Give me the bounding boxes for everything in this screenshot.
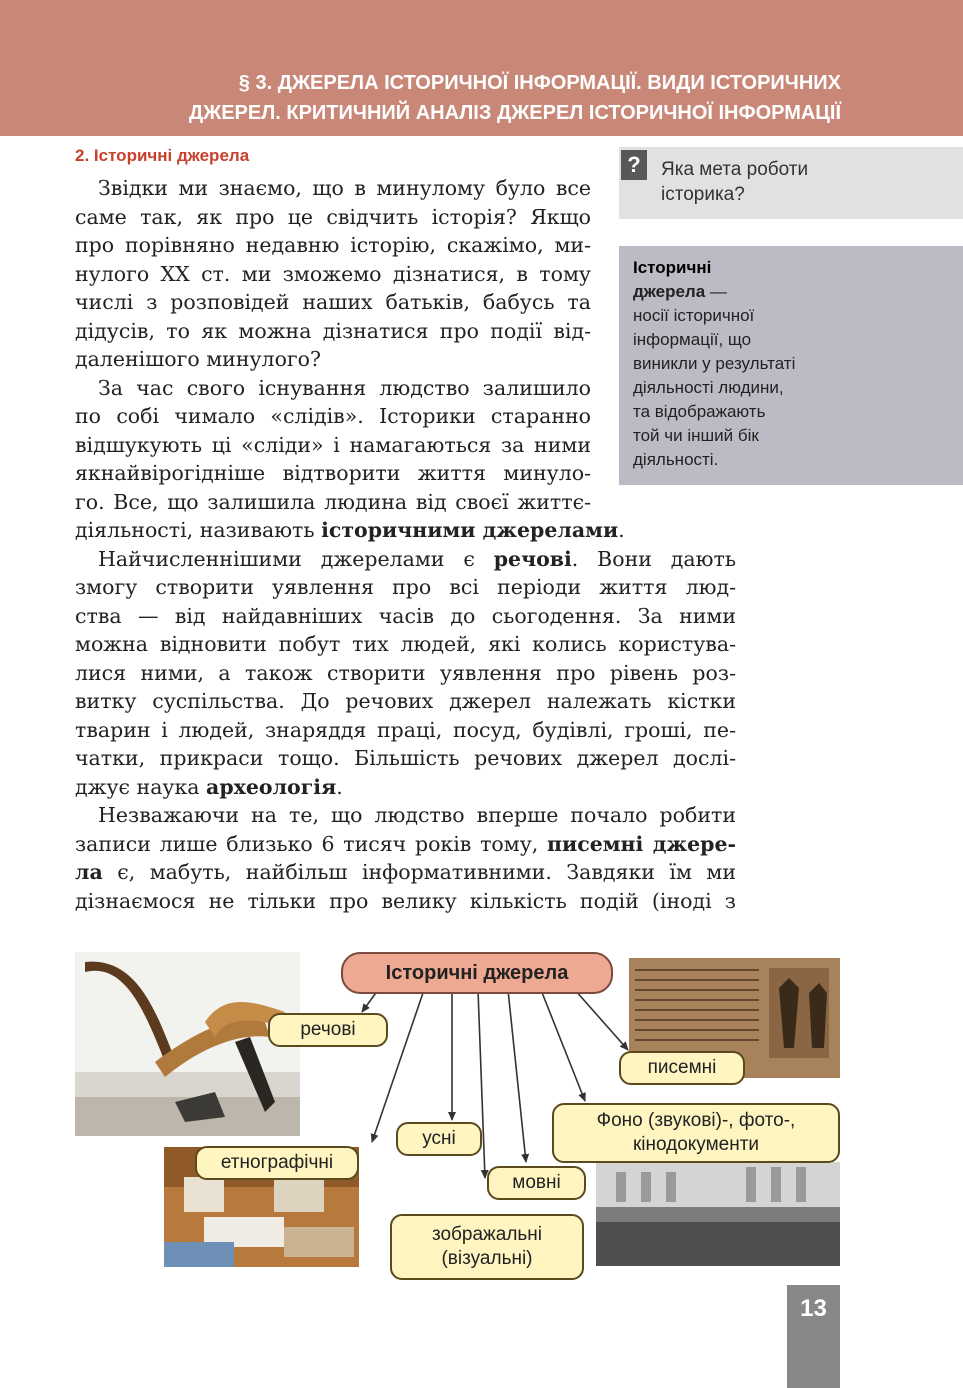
chapter-header [0,0,963,136]
bold-term: історичними джерелами [321,518,619,542]
node-etnohrafichni: етнографічні [195,1146,359,1180]
text-line: про порівняно недавню історію, скажімо, ми- [75,233,591,257]
definition-line: діяльності. [633,450,719,469]
text-line: тварин і людей, знаряддя праці, посуд, будівлі, гроші, пе- [75,717,736,742]
text-line: даленішого минулого? [75,347,321,371]
text-line: дізнаємося не тільки про велику кількість подій (іноді з [75,888,736,913]
text-line: лися ними, а також створити уявлення про рівень роз- [75,660,736,685]
text-line [75,516,675,545]
text-line: можна відновити побут тих людей, які колись користува- [75,632,736,656]
page-number: 13 [787,1285,840,1388]
text-span: діяльності, називають [75,518,322,542]
node-usni: усні [396,1122,482,1156]
definition-line: носії історичної [633,306,755,325]
text-span: . Вони дають [571,546,736,571]
text-span: є, мабуть, найбільш інформативними. Завдяки їм ми [102,860,736,884]
text-line: якнайвірогідніше відтворити життя минуло- [75,461,591,485]
diagram-center-node: Історичні джерела [341,952,613,994]
text-span: . [618,518,625,542]
text-line [75,830,736,859]
text-line [75,773,736,802]
bold-term: речові [493,546,572,571]
text-line: відшукують ці «сліди» і намагаються за ними [75,432,591,457]
text-line: числі з розповідей наших батьків, бабусь та [75,290,591,314]
chapter-title-line-2: ДЖЕРЕЛ. КРИТИЧНИЙ АНАЛІЗ ДЖЕРЕЛ ІСТОРИЧНОЇ ІНФОРМАЦІЇ [188,102,841,124]
definition-line: та відображають [633,402,766,421]
historical-street-photo [596,1162,840,1266]
definition-line: виникли у результаті [633,354,796,373]
bold-term: ла [75,860,103,884]
text-line: саме так, як про це свідчить історія? Якщо [75,204,591,229]
bold-term: археологія [206,774,337,799]
node-movni: мовні [487,1166,586,1200]
text-line: ства — від найдавніших часів до сьогодення. За ними [75,603,736,628]
question-mark-icon: ? [621,150,647,180]
text-span: записи лише близько 6 тисяч років тому, [75,831,548,856]
text-line: нулого XX ст. ми зможемо дізнатися, в тому [75,261,591,286]
definition-line: інформації, що [633,330,752,349]
text-line: чатки, прикраси тощо. Більшість речових джерел дослі- [75,746,736,770]
text-line: по собі чимало «слідів». Історики старанно [75,404,591,428]
definition-line: той чи інший бік [633,426,759,445]
text-line: Звідки ми знаємо, що в минулому було все [98,176,591,200]
text-line: дідусів, то як можна дізнатися про події від- [75,318,591,343]
text-span: Найчисленнішими джерелами є [98,546,494,571]
text-line [98,545,736,574]
definition-line: діяльності людини, [633,378,784,397]
text-line [75,858,736,887]
text-line: змогу створити уявлення про всі періоди життя люд- [75,575,736,599]
definition-term-1: Історичні [633,258,712,277]
node-fono-foto-kino: Фоно (звукові)-, фото-, кінодокументи [552,1103,840,1163]
text-line: го. Все, що залишила людина від своєї життє- [75,489,591,514]
node-zobrazhalni: зображальні (візуальні) [390,1214,584,1280]
text-span: джує наука [75,774,207,799]
text-span: . [336,774,343,799]
plough-photo [75,952,300,1136]
node-pysemni: писемні [619,1051,745,1085]
text-line: Незважаючи на те, що людство вперше почало робити [98,803,736,827]
bold-term: писемні джере- [547,831,736,856]
chapter-title-line-1: § 3. ДЖЕРЕЛА ІСТОРИЧНОЇ ІНФОРМАЦІЇ. ВИДИ ІСТОРИЧНИХ [238,72,841,94]
question-text: Яка мета роботи історика? [661,159,809,205]
section-title: 2. Історичні джерела [75,146,250,165]
node-rechovi: речові [268,1013,388,1047]
definition-term-2: джерела — [633,282,727,301]
text-line: витку суспільства. До речових джерел належать кістки [75,689,736,713]
text-line: За час свого існування людство залишило [98,375,591,400]
